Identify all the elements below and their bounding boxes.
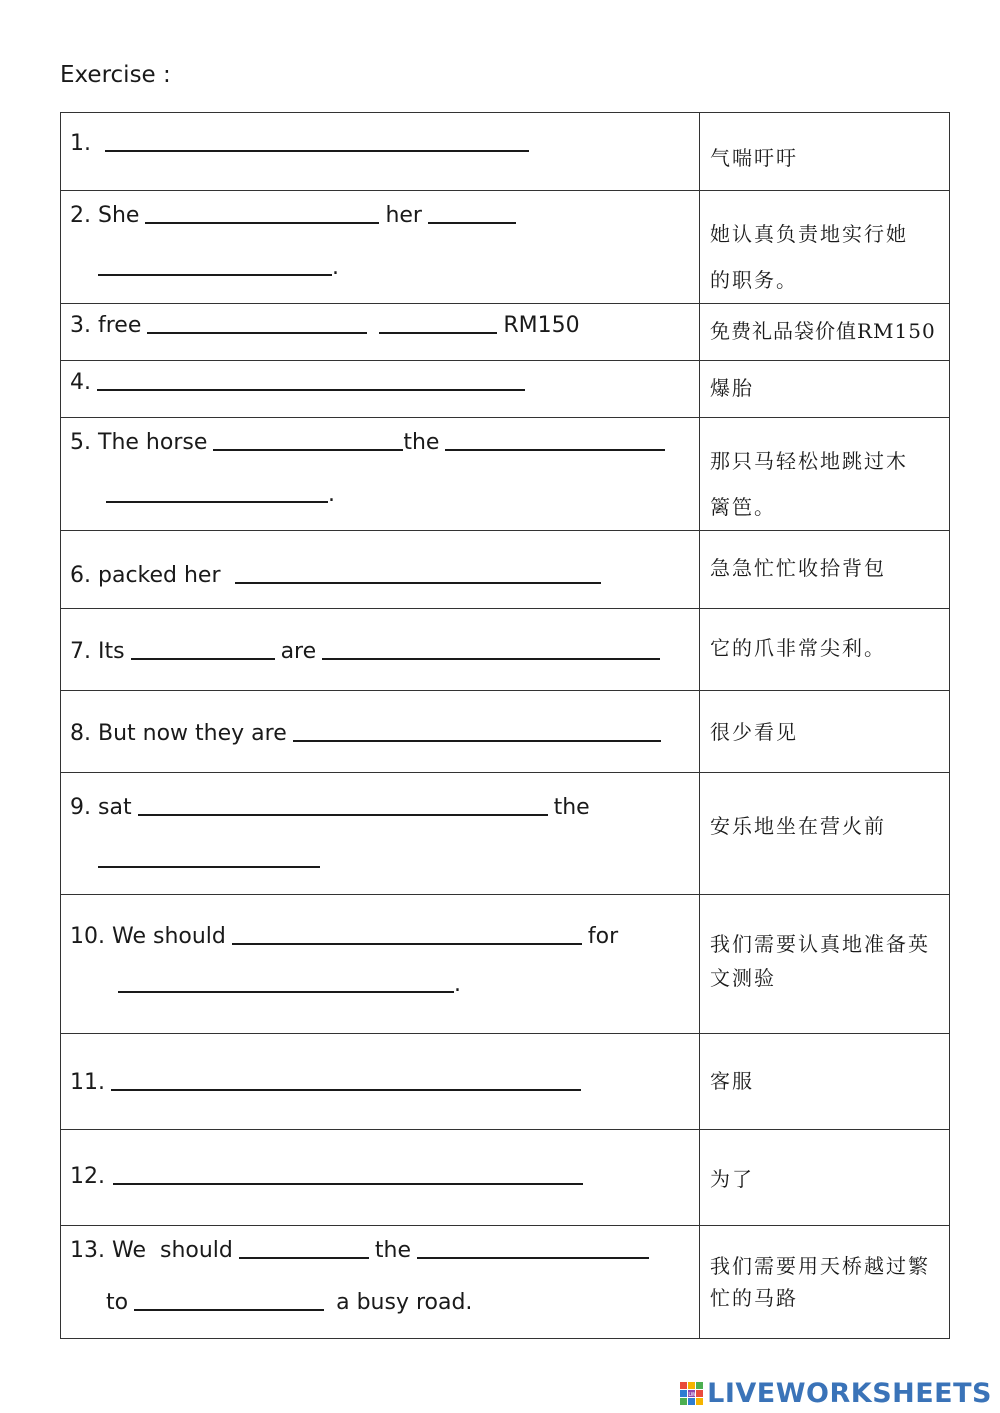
question-number: 2. xyxy=(70,203,91,228)
answer-blank[interactable] xyxy=(134,1308,324,1311)
question-text: sat xyxy=(98,795,132,820)
answer-blank[interactable] xyxy=(105,149,529,152)
answer-blank[interactable] xyxy=(113,1182,583,1185)
question-number: 11. xyxy=(70,1070,105,1095)
table-row xyxy=(61,1034,950,1130)
question-cell xyxy=(61,113,700,191)
question-text: free xyxy=(98,313,142,338)
question-text: . xyxy=(328,482,335,507)
answer-blank[interactable] xyxy=(232,942,582,945)
question-cell xyxy=(61,691,700,773)
table-row xyxy=(61,1130,950,1226)
translation-text: 她认真负责地实行她的职务。 xyxy=(710,222,908,292)
translation-text: 爆胎 xyxy=(710,376,754,400)
question-number: 10. xyxy=(70,924,105,949)
question-text: . xyxy=(332,255,339,280)
translation-cell xyxy=(700,191,950,304)
answer-blank[interactable] xyxy=(111,1088,581,1091)
answer-blank[interactable] xyxy=(131,657,275,660)
question-cell xyxy=(61,191,700,304)
translation-cell xyxy=(700,1130,950,1226)
answer-blank[interactable] xyxy=(235,581,601,584)
question-number: 7. xyxy=(70,639,91,664)
liveworksheets-logo[interactable] xyxy=(680,1378,992,1409)
translation-cell xyxy=(700,113,950,191)
answer-blank[interactable] xyxy=(239,1256,369,1259)
translation-text: 安乐地坐在营火前 xyxy=(710,814,886,838)
answer-blank[interactable] xyxy=(379,331,497,334)
question-number: 12. xyxy=(70,1164,105,1189)
answer-blank[interactable] xyxy=(417,1256,649,1259)
question-number: 6. xyxy=(70,563,91,588)
question-text: for xyxy=(587,924,619,949)
table-row xyxy=(61,1226,950,1339)
question-text: a busy road. xyxy=(336,1290,473,1315)
table-row xyxy=(61,361,950,418)
question-text: the xyxy=(553,795,590,820)
answer-blank[interactable] xyxy=(106,500,328,503)
translation-cell xyxy=(700,304,950,361)
question-text: her xyxy=(385,203,422,228)
translation-text: 免费礼品袋价值RM150 xyxy=(710,319,936,343)
svg-text:LW: LW xyxy=(688,1391,696,1398)
answer-blank[interactable] xyxy=(98,865,320,868)
answer-blank[interactable] xyxy=(322,657,660,660)
translation-cell xyxy=(700,418,950,531)
translation-cell xyxy=(700,773,950,895)
translation-text: 气喘吁吁 xyxy=(710,146,798,170)
table-row xyxy=(61,773,950,895)
question-cell xyxy=(61,418,700,531)
translation-cell xyxy=(700,361,950,418)
translation-cell xyxy=(700,1034,950,1130)
table-row xyxy=(61,304,950,361)
question-cell xyxy=(61,895,700,1034)
translation-text: 急急忙忙收拾背包 xyxy=(710,556,886,580)
answer-blank[interactable] xyxy=(147,331,367,334)
answer-blank[interactable] xyxy=(118,990,454,993)
translation-text: 我们需要用天桥越过繁忙的马路 xyxy=(710,1254,930,1310)
answer-blank[interactable] xyxy=(97,388,525,391)
question-cell xyxy=(61,304,700,361)
question-text: We should xyxy=(112,924,226,949)
translation-cell xyxy=(700,895,950,1034)
translation-text: 那只马轻松地跳过木篱笆。 xyxy=(710,449,908,519)
question-number: 4. xyxy=(70,370,91,395)
translation-cell xyxy=(700,691,950,773)
translation-text: 很少看见 xyxy=(710,720,798,744)
answer-blank[interactable] xyxy=(145,221,379,224)
question-number: 9. xyxy=(70,795,91,820)
table-row xyxy=(61,113,950,191)
table-row xyxy=(61,609,950,691)
translation-text: 为了 xyxy=(710,1167,754,1191)
table-row xyxy=(61,191,950,304)
answer-blank[interactable] xyxy=(428,221,516,224)
question-text: the xyxy=(403,430,440,455)
question-cell xyxy=(61,773,700,895)
question-text: to xyxy=(106,1290,129,1315)
question-number: 1. xyxy=(70,131,91,156)
question-cell xyxy=(61,361,700,418)
question-text: are xyxy=(280,639,317,664)
question-text: She xyxy=(98,203,140,228)
question-cell xyxy=(61,609,700,691)
answer-blank[interactable] xyxy=(293,739,661,742)
table-row xyxy=(61,691,950,773)
question-number: 3. xyxy=(70,313,91,338)
question-cell xyxy=(61,1130,700,1226)
question-text: packed her xyxy=(98,563,221,588)
table-row xyxy=(61,531,950,609)
question-text: We should xyxy=(112,1238,233,1263)
question-cell xyxy=(61,1226,700,1339)
translation-text: 客服 xyxy=(710,1069,754,1093)
logo-mark-icon xyxy=(680,1382,704,1406)
question-cell xyxy=(61,531,700,609)
table-row xyxy=(61,895,950,1034)
translation-cell xyxy=(700,609,950,691)
logo-text: LIVEWORKSHEETS xyxy=(707,1378,992,1409)
question-number: 13. xyxy=(70,1238,105,1263)
answer-blank[interactable] xyxy=(213,448,403,451)
translation-text: 它的爪非常尖利。 xyxy=(710,636,886,660)
table-row xyxy=(61,418,950,531)
translation-cell xyxy=(700,1226,950,1339)
question-number: 5. xyxy=(70,430,91,455)
translation-text: 我们需要认真地准备英文测验 xyxy=(710,932,930,990)
translation-cell xyxy=(700,531,950,609)
question-text: But now they are xyxy=(98,721,287,746)
question-text: . xyxy=(454,972,461,997)
answer-blank[interactable] xyxy=(445,448,665,451)
answer-blank[interactable] xyxy=(138,813,548,816)
question-text: The horse xyxy=(98,430,208,455)
answer-blank[interactable] xyxy=(98,273,332,276)
question-cell xyxy=(61,1034,700,1130)
question-text: RM150 xyxy=(503,313,580,338)
question-text: the xyxy=(374,1238,411,1263)
question-number: 8. xyxy=(70,721,91,746)
page-title: Exercise : xyxy=(60,62,171,88)
exercise-table xyxy=(60,112,950,1339)
question-text: Its xyxy=(98,639,125,664)
